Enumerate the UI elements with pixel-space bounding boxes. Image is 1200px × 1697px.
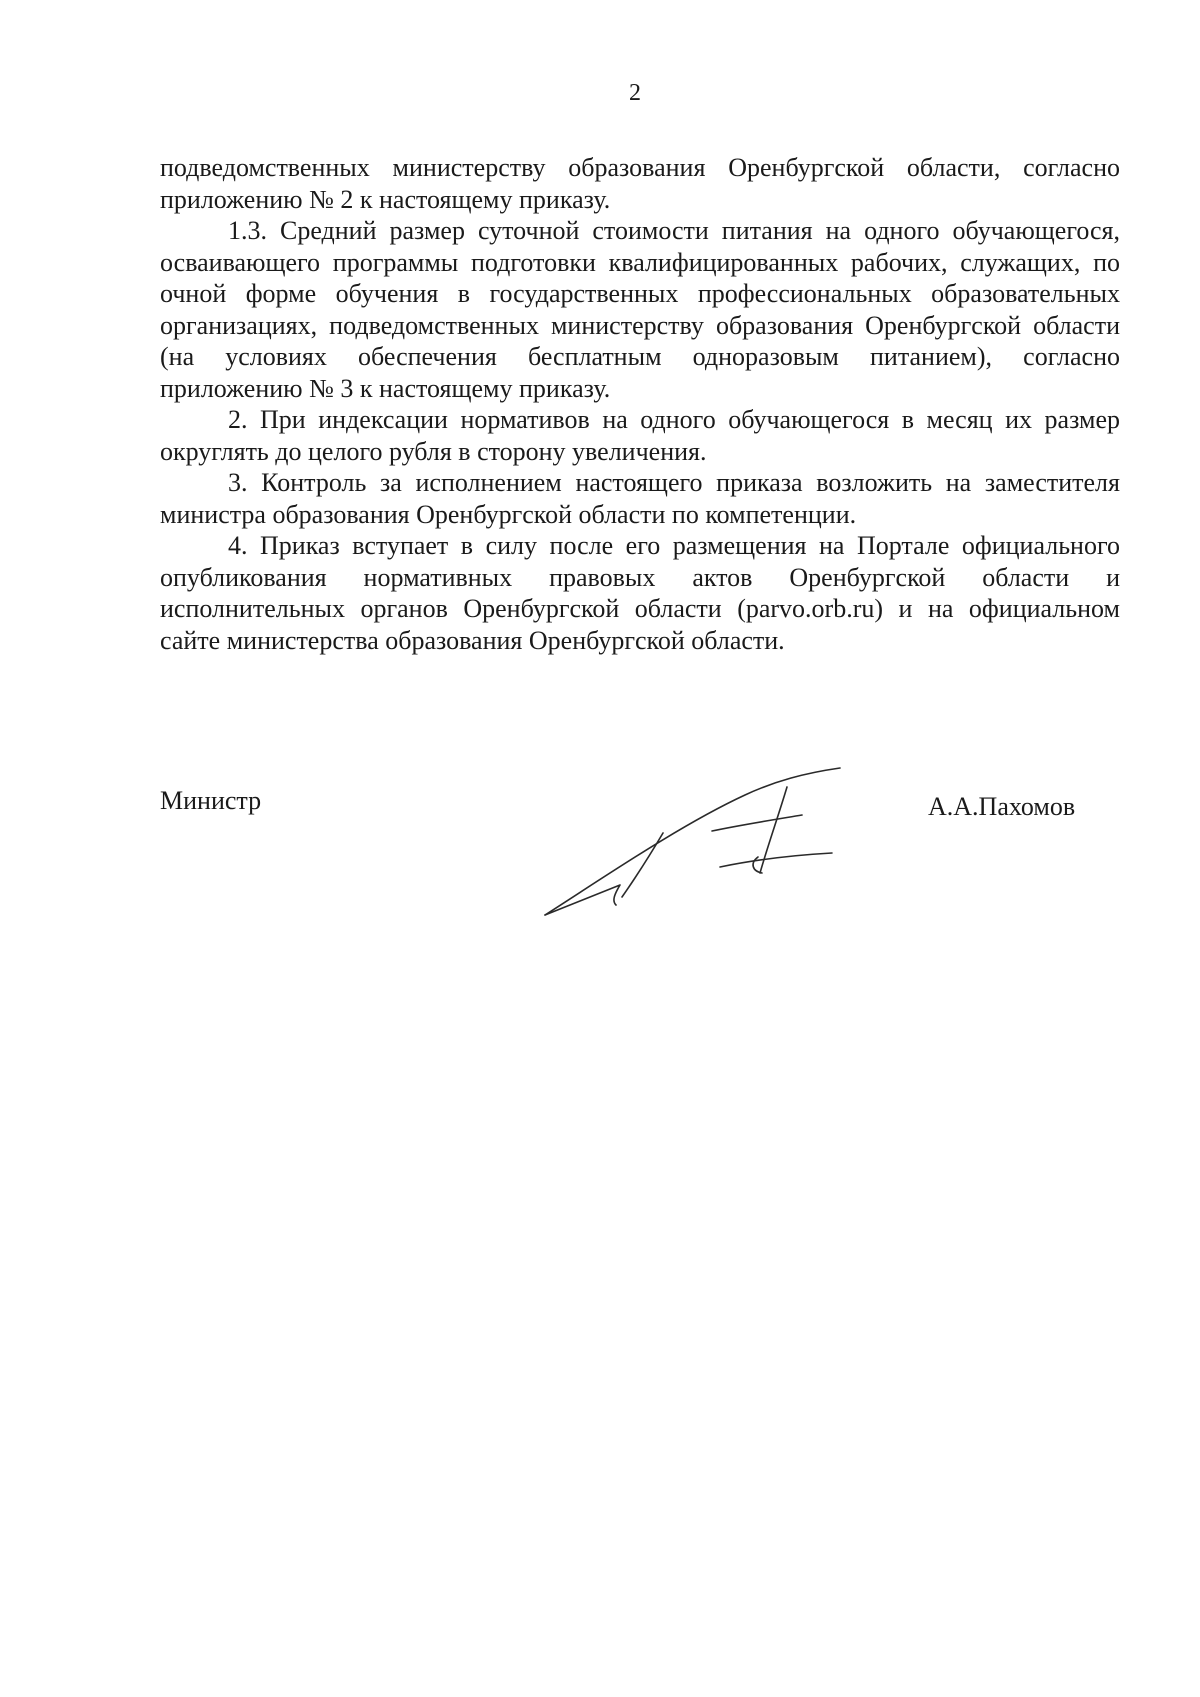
signatory-name: А.А.Пахомов (928, 792, 1076, 821)
handwritten-signature (540, 765, 880, 920)
page-number: 2 (629, 80, 641, 106)
signature-stroke-main (545, 768, 840, 915)
signatory-position: Министр (160, 786, 262, 815)
signature-stroke-loop (545, 885, 620, 915)
paragraph-continuation: подведомственных министерству образования Оренбургской области, согласно приложению № 2 к настоящему приказу. (160, 153, 1120, 214)
signature-stroke-mid (712, 815, 802, 831)
document-body (160, 152, 1120, 656)
paragraph-clause-2: 2. При индексации нормативов на одного обучающегося в месяц их размер округлять до целого рубля в сторону увеличения. (160, 405, 1120, 466)
signature-stroke-left-down (622, 833, 663, 897)
paragraph-clause-1-3: 1.3. Средний размер суточной стоимости питания на одного обучающегося, осваивающего программы подготовки квалифицированных рабочих, служащих, по очной форме обучения в государственных профессиональных образовательных организациях, подведомственных министерству образования Оренбургской области (на условиях обеспечения бесплатным одноразовым питанием), согласно приложению № 3 к настоящему приказу. (160, 216, 1120, 403)
signature-stroke-low (720, 853, 832, 867)
paragraph-clause-3: 3. Контроль за исполнением настоящего приказа возложить на заместителя министра образования Оренбургской области по компетенции. (160, 468, 1120, 529)
paragraph-clause-4: 4. Приказ вступает в силу после его размещения на Портале официального опубликования нормативных правовых актов Оренбургской области и исполнительных органов Оренбургской области (parvo.orb.ru) и на официальном сайте министерства образования Оренбургской области. (160, 531, 1120, 655)
